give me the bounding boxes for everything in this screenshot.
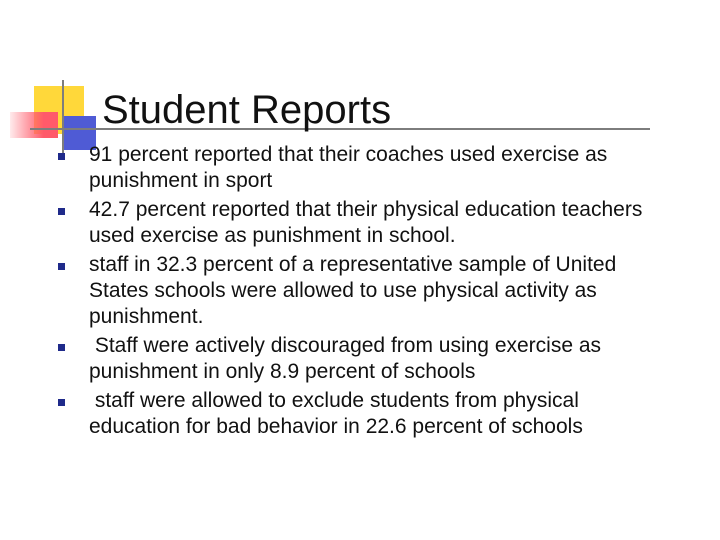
square-bullet-icon xyxy=(58,263,65,270)
bullet-text: staff in 32.3 percent of a representative sample of United States schools were allowed to use physical activity as punishment. xyxy=(89,253,623,328)
bullet-text: staff were allowed to exclude students from physical education for bad behavior in 22.6 percent of schools xyxy=(89,389,585,438)
slide-title: Student Reports xyxy=(102,88,392,132)
red-bar xyxy=(10,112,58,138)
square-bullet-icon xyxy=(58,344,65,351)
square-bullet-icon xyxy=(58,153,65,160)
square-bullet-icon xyxy=(58,399,65,406)
bullet-item xyxy=(0,142,669,194)
bullet-text: Staff were actively discouraged from using exercise as punishment in only 8.9 percent of schools xyxy=(89,334,607,383)
bullet-item xyxy=(0,197,669,249)
bullet-item xyxy=(0,333,669,385)
bullet-text: 42.7 percent reported that their physical education teachers used exercise as punishment in school. xyxy=(89,198,649,247)
bullet-list xyxy=(0,142,720,443)
square-bullet-icon xyxy=(58,208,65,215)
bullet-item xyxy=(0,388,669,440)
bullet-text: 91 percent reported that their coaches used exercise as punishment in sport xyxy=(89,143,614,192)
bullet-item xyxy=(0,252,669,330)
